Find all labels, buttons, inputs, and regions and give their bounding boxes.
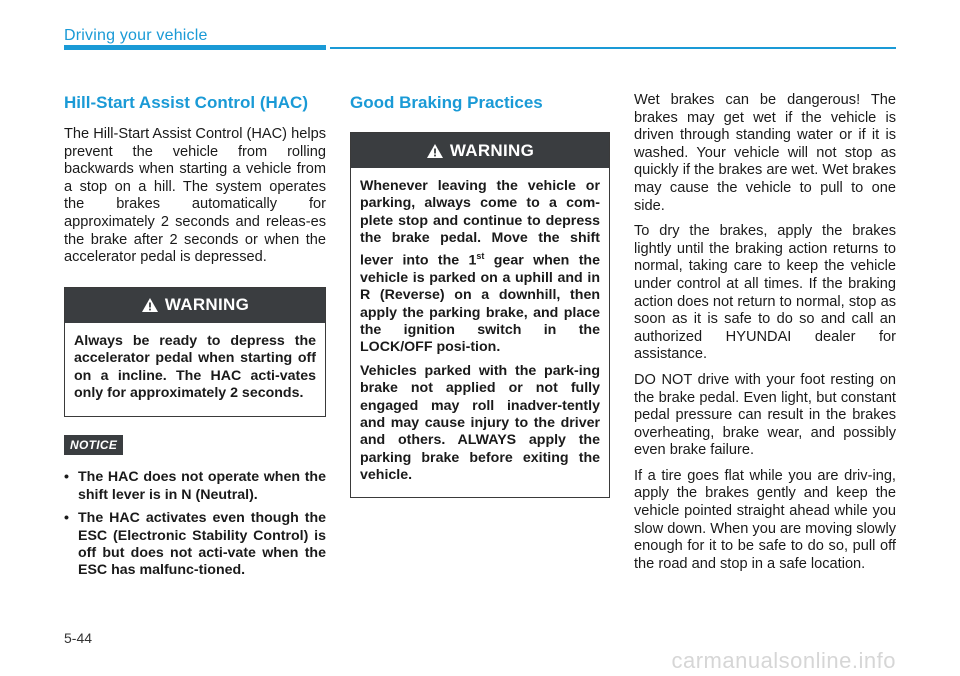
- dry-brakes-paragraph: To dry the brakes, apply the brakes lightly until the braking action returns to normal, taking care to keep the vehicle under control at all times. If the braking action does not return to normal, stop as soon as it is safe to do so and call an authorized HYUNDAI dealer for assistance.: [634, 223, 896, 363]
- page-number: 5-44: [64, 630, 93, 646]
- warning-triangle-icon: [426, 143, 444, 159]
- hac-warning-label: WARNING: [164, 295, 250, 315]
- hac-warning-body: [65, 323, 325, 417]
- column-middle: [350, 92, 610, 498]
- braking-warning-label: WARNING: [449, 140, 535, 160]
- column-left: [64, 92, 326, 586]
- ordinal-suffix: st: [476, 250, 485, 261]
- flat-tire-paragraph: If a tire goes flat while you are driv-ing, apply the brakes gently and keep the vehicle pointed straight ahead while you slow down. When you are moving slowly enough for it to be safe to do so, pull off the road and stop in a safe location.: [634, 467, 896, 572]
- header-rule-thin: [330, 47, 896, 49]
- column-right: [634, 92, 896, 581]
- braking-warning-box: [350, 132, 610, 498]
- hac-paragraph: The Hill-Start Assist Control (HAC) helps prevent the vehicle from rolling backwards when starting a vehicle from a stop on a hill. The system operates the brakes automatically for approximately 2 seconds and releas-es the brake after 2 seconds or when the accelerator pedal is depressed.: [64, 126, 326, 266]
- hac-warning-box: [64, 287, 326, 418]
- watermark: carmanualsonline.info: [671, 648, 896, 673]
- braking-warning-p2: Vehicles parked with the park-ing brake not applied or not fully engaged may roll inadver-tently and may cause injury to the driver and others. ALWAYS apply the parking brake before exiting the vehicle.: [360, 362, 600, 484]
- braking-warning-p1-after: gear when the vehicle is parked on a uphill and in R (Reverse) on a downhill, then apply the parking brake, and place the ignition switch in the LOCK/OFF posi-tion.: [360, 252, 600, 356]
- braking-warning-header: [351, 133, 609, 168]
- notice-badge: NOTICE: [64, 435, 123, 455]
- hac-title: Hill-Start Assist Control (HAC): [64, 93, 308, 112]
- wet-brakes-paragraph: Wet brakes can be dangerous! The brakes may get wet if the vehicle is driven through standing water or if it is washed. Your vehicle will not stop as quickly if the brakes are wet. Wet brakes may cause the vehicle to pull to one side.: [634, 92, 896, 214]
- braking-warning-p1: [360, 178, 600, 357]
- hac-warning-text: Always be ready to depress the accelerator pedal when starting off on a incline. The HAC acti-vates only for approximately 2 seconds.: [74, 332, 316, 401]
- list-item: • The HAC does not operate when the shift lever is in N (Neutral).: [64, 469, 326, 504]
- braking-title: Good Braking Practices: [350, 93, 543, 112]
- hac-notice-list: [64, 469, 326, 579]
- header-rule-thick: [64, 45, 326, 50]
- foot-resting-paragraph: DO NOT drive with your foot resting on the brake pedal. Even light, but constant pedal pressure can result in the brakes overheating, brake wear, and possibly even brake failure.: [634, 371, 896, 459]
- section-header: Driving your vehicle: [64, 27, 208, 44]
- braking-warning-p1-before: Whenever leaving the vehicle or parking, always come to a com-plete stop and continue to depress the brake pedal. Move the shift lever into the 1: [360, 178, 600, 269]
- warning-triangle-icon: [141, 297, 159, 313]
- braking-warning-body: [351, 168, 609, 497]
- list-item: • The HAC activates even though the ESC (Electronic Stability Control) is off but does not acti-vate when the ESC has malfunc-tioned.: [64, 510, 326, 580]
- hac-warning-header: [65, 288, 325, 323]
